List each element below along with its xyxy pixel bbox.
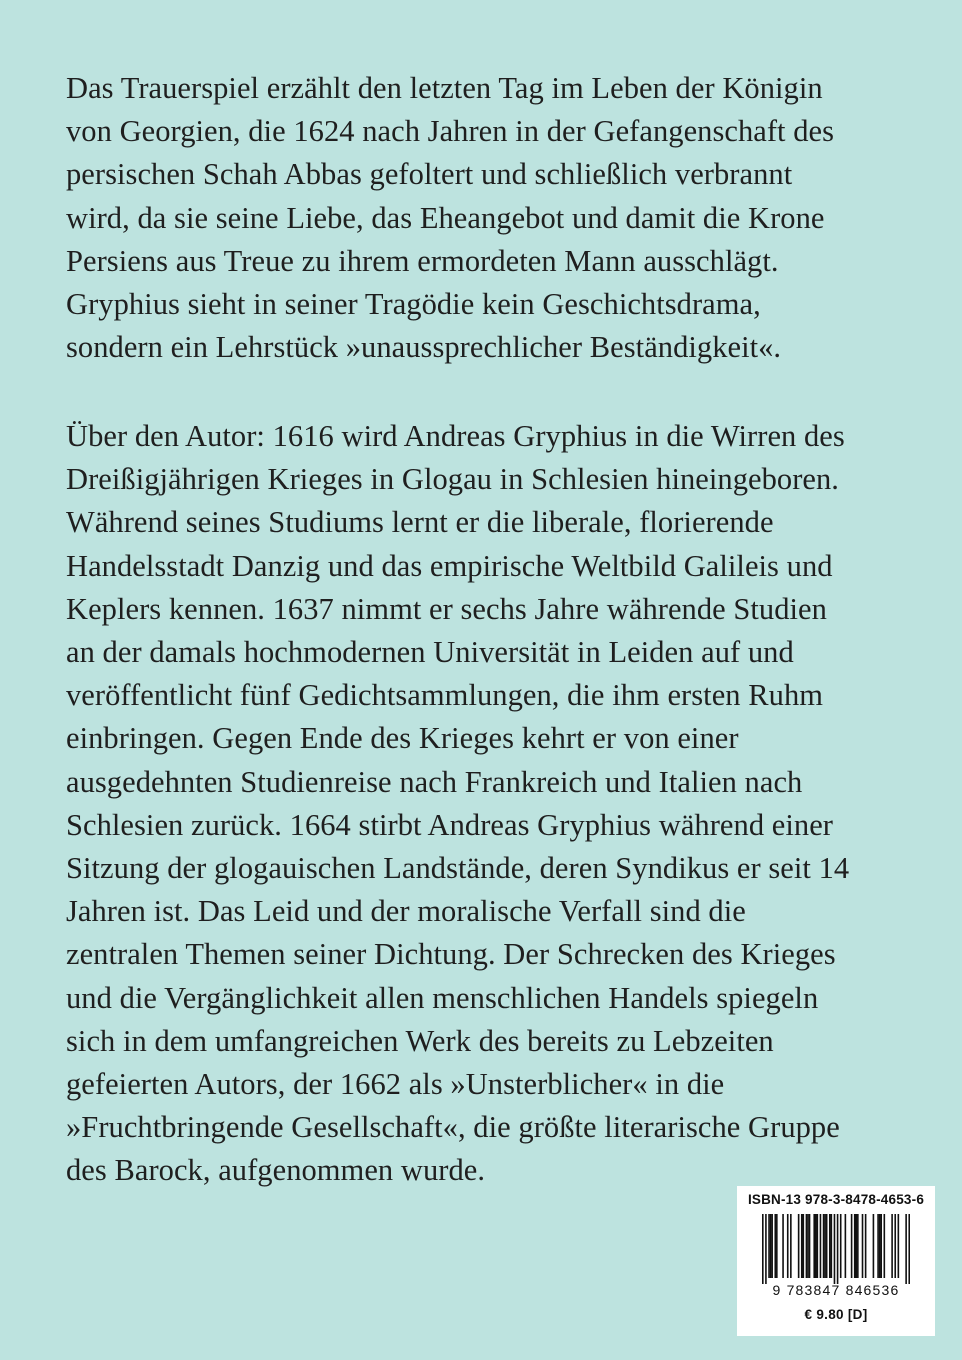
author-line: Über den Autor: 1616 wird Andreas Gryphius in die Wirren des [66,419,845,453]
price-label: € 9.80 [D] [804,1307,868,1322]
barcode-bar [891,1214,893,1278]
barcode-bar [820,1214,822,1278]
barcode-bar [765,1214,767,1284]
summary-line: Gryphius sieht in seiner Tragödie kein Geschichtsdrama, [66,287,761,322]
author-line: Schlesien zurück. 1664 stirbt Andreas Gryphius während einer [66,807,834,842]
barcode-bar [762,1214,764,1284]
author-line: sich in dem umfangreichen Werk des bereits zu Lebzeiten [66,1023,774,1058]
summary-line: sondern ein Lehrstück »unaussprechlicher Beständigkeit«. [66,330,782,365]
author-line: Handelsstadt Danzig und das empirische Weltbild Galileis und [66,548,833,583]
summary-line: persischen Schah Abbas gefoltert und schließlich verbrannt [66,157,793,192]
barcode-bar [898,1214,900,1278]
author-line: Während seines Studiums lernt er die liberale, florierende [66,505,774,540]
barcode-bar [770,1214,772,1278]
author-line: des Barock, aufgenommen wurde. [66,1153,486,1188]
barcode-bar [782,1214,784,1278]
summary-paragraph [66,67,906,369]
author-line: Dreißigjährigen Krieges in Glogau in Schlesien hineingeboren. [66,462,839,497]
author-line: ausgedehnten Studienreise nach Frankreich und Italien nach [66,764,803,799]
barcode-bar [851,1214,853,1278]
barcode-bar [798,1214,800,1278]
barcode-bar [826,1214,828,1278]
barcode-bar [873,1214,875,1278]
summary-line: von Georgien, die 1624 nach Jahren in der Gefangenschaft des [66,114,835,149]
barcode-bar [840,1214,842,1278]
barcode-bar [809,1214,811,1278]
barcode-bar [806,1214,808,1278]
author-line: zentralen Themen seiner Dichtung. Der Schrecken des Krieges [66,937,836,972]
barcode-bar [776,1214,778,1278]
barcode-bar [894,1214,896,1278]
barcode-panel [737,1186,935,1336]
author-line: Jahren ist. Das Leid und der moralische Verfall sind die [66,894,746,929]
author-paragraph [66,415,906,1193]
barcode-bar [774,1214,776,1278]
barcode-bar [787,1214,789,1278]
summary-line: wird, da sie seine Liebe, das Eheangebot und damit die Krone [66,200,825,235]
barcode-bar [879,1214,881,1278]
barcode-bar [815,1214,817,1278]
barcode-bar [823,1214,825,1278]
author-line: Sitzung der glogauischen Landstände, deren Syndikus er seit 14 [66,851,850,886]
barcode-bar [817,1214,819,1278]
barcode-bar [855,1214,857,1278]
barcode-bar [884,1214,886,1278]
barcode-bar [771,1214,773,1278]
barcode-bar [803,1214,805,1278]
barcode-bar [768,1214,770,1278]
barcode-bar [845,1214,847,1278]
barcode-bar [854,1214,856,1278]
summary-line: Persiens aus Treue zu ihrem ermordeten Mann ausschlägt. [66,243,779,278]
barcode-bar [877,1214,879,1278]
author-line: Keplers kennen. 1637 nimmt er sechs Jahre währende Studien [66,591,827,626]
author-line: an der damals hochmodernen Universität in Leiden auf und [66,635,794,670]
author-line: »Fruchtbringende Gesellschaft«, die größte literarische Gruppe [66,1110,840,1145]
barcode-bar [790,1214,792,1278]
barcode-graphic [762,1214,910,1284]
barcode-bar [908,1214,910,1284]
barcode-bar [801,1214,803,1278]
barcode-bar [829,1214,831,1278]
barcode-bar [834,1214,836,1284]
barcode-bar [831,1214,833,1278]
author-line: gefeierten Autors, der 1662 als »Unsterblicher« in die [66,1067,725,1102]
barcode-bar [857,1214,859,1278]
barcode-bar [824,1214,826,1278]
barcode-bar [862,1214,864,1278]
barcode-digits: 9 783847 846536 [772,1282,900,1298]
barcode-bar [905,1214,907,1284]
barcode-bar [837,1214,839,1284]
barcode-bar [813,1214,815,1278]
author-line: und die Vergänglichkeit allen menschlichen Handels spiegeln [66,980,819,1015]
author-line: einbringen. Gegen Ende des Krieges kehrt er von einer [66,721,739,756]
summary-line: Das Trauerspiel erzählt den letzten Tag im Leben der Königin [66,71,823,105]
barcode-bar [807,1214,809,1278]
barcode-bar [865,1214,867,1278]
author-line: veröffentlicht fünf Gedichtsammlungen, die ihm ersten Ruhm [66,678,824,713]
barcode-bar [880,1214,882,1278]
isbn-label: ISBN-13 978-3-8478-4653-6 [747,1192,925,1207]
